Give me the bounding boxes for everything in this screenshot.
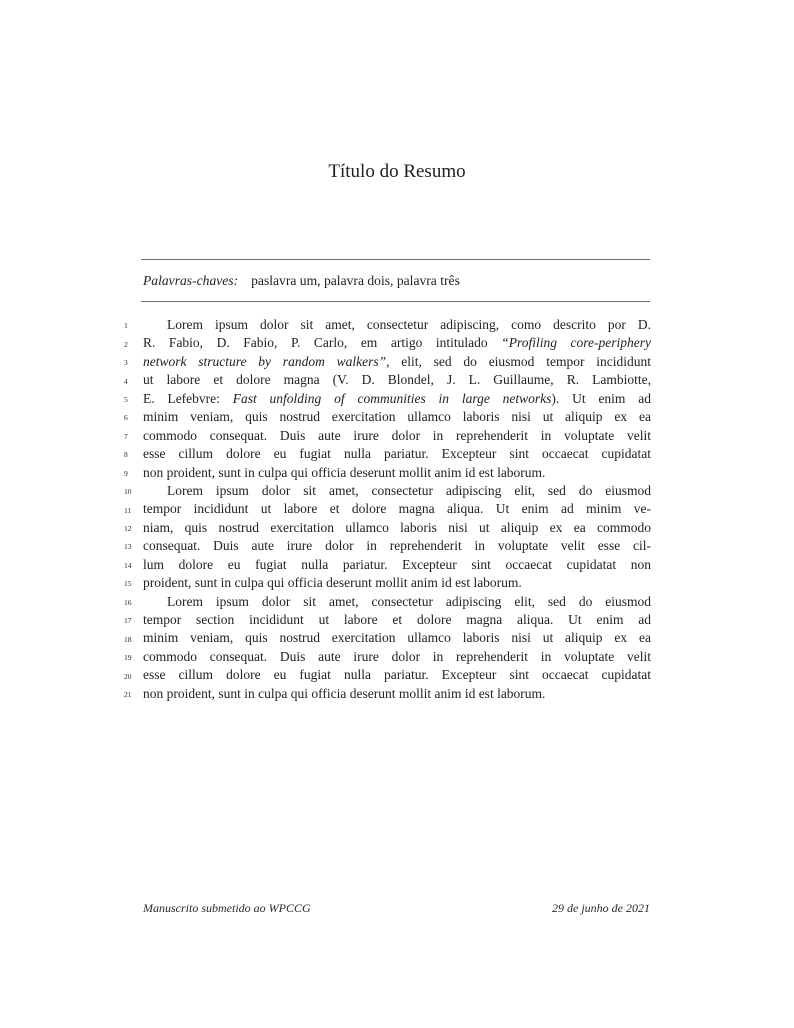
line-number: 1 xyxy=(124,321,128,331)
body-line xyxy=(110,537,670,555)
body-line xyxy=(110,316,670,334)
line-text: tempor incididunt ut labore et dolore magna aliqua. Ut enim ad minim ve- xyxy=(143,501,651,517)
line-number: 10 xyxy=(124,487,132,497)
line-text: Lorem ipsum dolor sit amet, consectetur adipiscing, como descrito por D. xyxy=(167,317,651,332)
footer-right: 29 de junho de 2021 xyxy=(552,901,650,915)
line-text: esse cillum dolore eu fugiat nulla pariatur. Excepteur sint occaecat cupidatat xyxy=(143,446,651,462)
body-line xyxy=(110,556,670,574)
keywords-value: paslavra um, palavra dois, palavra três xyxy=(251,273,460,288)
line-number: 2 xyxy=(124,339,128,349)
line-number: 14 xyxy=(124,560,132,570)
body-line xyxy=(110,334,670,352)
line-text: consequat. Duis aute irure dolor in reprehenderit in voluptate velit esse cil- xyxy=(143,538,651,554)
page-footer xyxy=(143,900,650,916)
line-text: E. Lefebvre: Fast unfolding of communities in large networks). Ut enim ad xyxy=(143,390,651,406)
line-text: niam, quis nostrud exercitation ullamco laboris nisi ut aliquip ex ea commodo xyxy=(143,519,651,535)
line-text: Lorem ipsum dolor sit amet, consectetur adipiscing elit, sed do eiusmod xyxy=(167,482,651,498)
body-line xyxy=(110,482,670,500)
line-text: tempor section incididunt ut labore et dolore magna aliqua. Ut enim ad xyxy=(143,612,651,627)
line-number: 11 xyxy=(124,505,132,515)
body-line xyxy=(110,611,670,629)
line-number: 3 xyxy=(124,358,128,368)
line-text: network structure by random walkers”, elit, sed do eiusmod tempor incididunt xyxy=(143,353,651,369)
body-line xyxy=(110,427,670,445)
keywords-label: Palavras-chaves: xyxy=(143,273,239,288)
body-line xyxy=(110,371,670,389)
line-number: 8 xyxy=(124,450,128,460)
body-line xyxy=(110,390,670,408)
line-text: esse cillum dolore eu fugiat nulla pariatur. Excepteur sint occaecat cupidatat xyxy=(143,667,651,683)
body-line xyxy=(110,464,670,482)
body-line xyxy=(110,353,670,371)
body-line xyxy=(110,685,670,703)
keywords-rule-top xyxy=(141,259,650,260)
body-line xyxy=(110,519,670,537)
line-number: 16 xyxy=(124,597,132,607)
line-number: 12 xyxy=(124,524,132,533)
body-line xyxy=(110,666,670,684)
body-line xyxy=(110,445,670,463)
line-number: 21 xyxy=(124,689,132,699)
body-text xyxy=(110,316,670,703)
body-line xyxy=(110,500,670,518)
line-number: 9 xyxy=(124,468,128,478)
line-text: Lorem ipsum dolor sit amet, consectetur adipiscing elit, sed do eiusmod xyxy=(167,593,651,609)
page-title: Título do Resumo xyxy=(328,161,466,182)
line-number: 20 xyxy=(124,671,132,681)
body-line xyxy=(110,574,670,592)
line-text: minim veniam, quis nostrud exercitation ullamco laboris nisi ut aliquip ex ea xyxy=(143,409,651,425)
line-number: 6 xyxy=(124,413,128,423)
line-text: lum dolore eu fugiat nulla pariatur. Excepteur sint occaecat cupidatat non xyxy=(143,556,651,572)
line-text: minim veniam, quis nostrud exercitation ullamco laboris nisi ut aliquip ex ea xyxy=(143,630,651,646)
body-line xyxy=(110,648,670,666)
body-line xyxy=(110,408,670,426)
line-number: 13 xyxy=(124,542,132,552)
line-number: 7 xyxy=(124,431,128,441)
keywords-row xyxy=(143,271,649,291)
line-text: ut labore et dolore magna (V. D. Blondel, J. L. Guillaume, R. Lambiotte, xyxy=(143,372,651,388)
line-number: 15 xyxy=(124,579,132,589)
footer-left: Manuscrito submetido ao WPCCG xyxy=(143,901,311,915)
line-text: non proident, sunt in culpa qui officia deserunt mollit anim id est laborum. xyxy=(143,464,546,480)
line-text: commodo consequat. Duis aute irure dolor in reprehenderit in voluptate velit xyxy=(143,648,651,664)
line-text: commodo consequat. Duis aute irure dolor in reprehenderit in voluptate velit xyxy=(143,427,651,443)
line-number: 17 xyxy=(124,616,132,626)
keywords-rule-bottom xyxy=(141,301,650,302)
line-text: non proident, sunt in culpa qui officia deserunt mollit anim id est laborum. xyxy=(143,685,546,701)
line-text: R. Fabio, D. Fabio, P. Carlo, em artigo intitulado “Profiling core-periphery xyxy=(143,335,651,351)
line-text: proident, sunt in culpa qui officia deserunt mollit anim id est laborum. xyxy=(143,575,522,591)
line-number: 5 xyxy=(124,394,128,404)
body-line xyxy=(110,629,670,647)
line-number: 18 xyxy=(124,634,132,644)
line-number: 4 xyxy=(124,376,128,386)
body-line xyxy=(110,593,670,611)
line-number: 19 xyxy=(124,653,132,663)
